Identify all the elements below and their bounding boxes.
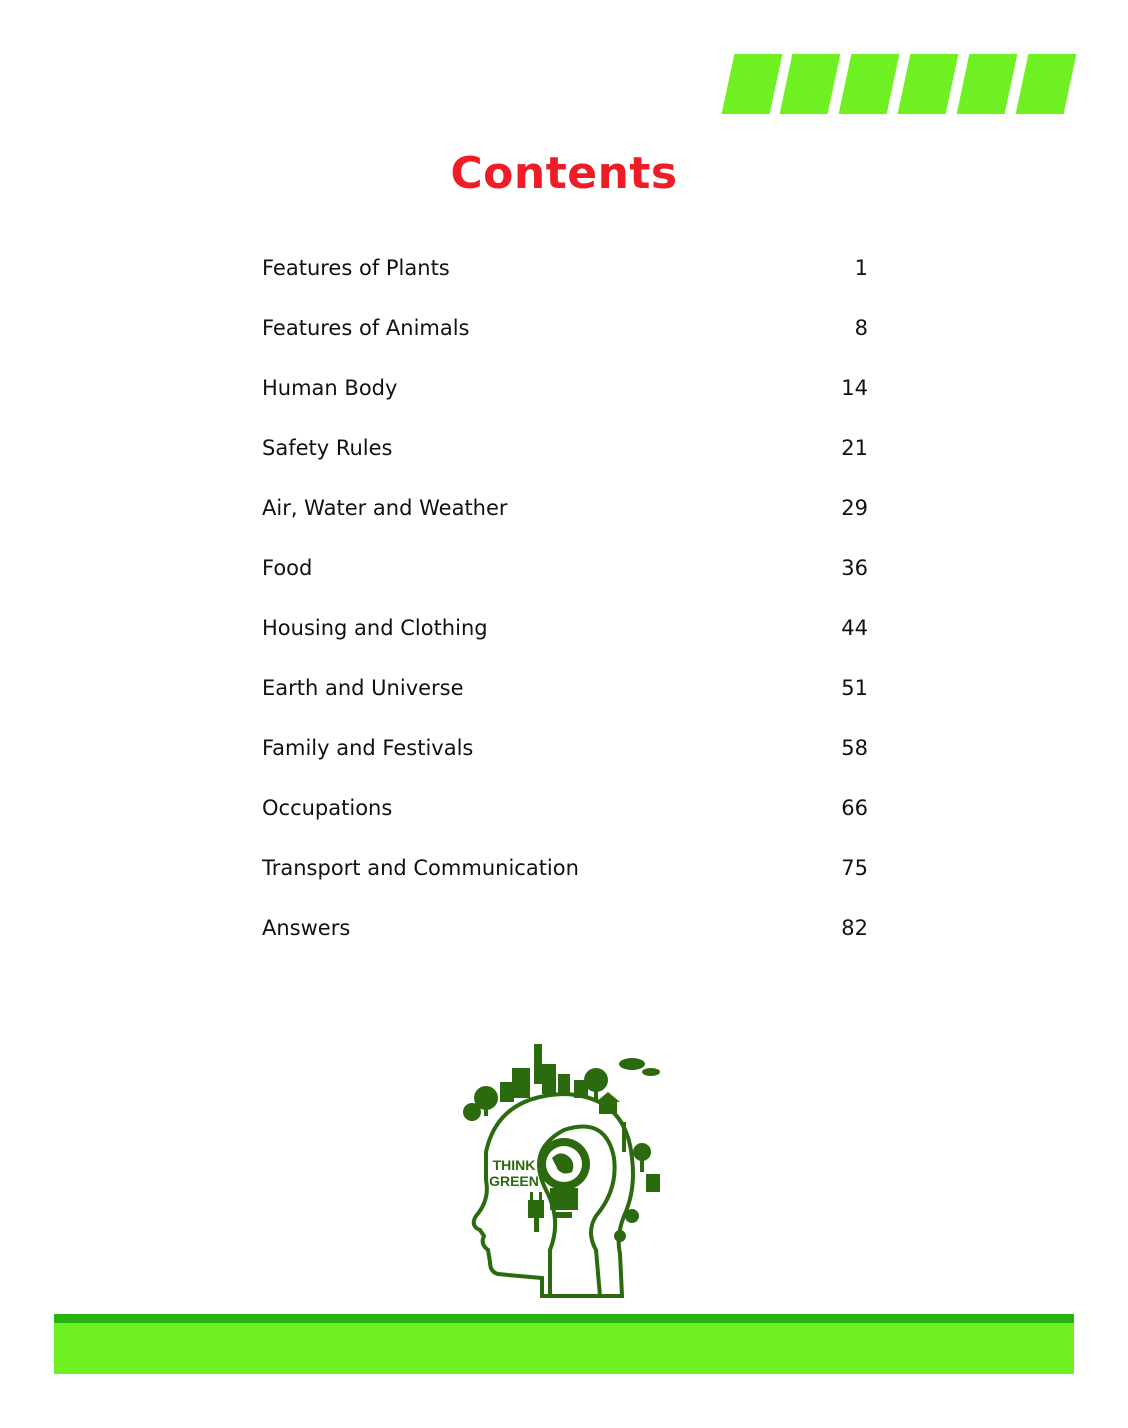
page-title: Contents	[450, 148, 678, 199]
stripe	[898, 54, 959, 114]
footer-bar-light	[54, 1323, 1074, 1374]
footer-bar-dark	[54, 1314, 1074, 1323]
toc-entry-label: Earth and Universe	[262, 676, 464, 700]
toc-entry[interactable]	[262, 718, 868, 778]
toc-entry[interactable]	[262, 478, 868, 538]
stripe	[780, 54, 841, 114]
toc-entry-label: Family and Festivals	[262, 736, 474, 760]
toc-entry-label: Safety Rules	[262, 436, 393, 460]
toc-entry-label: Human Body	[262, 376, 398, 400]
toc-entry[interactable]	[262, 358, 868, 418]
toc-entry-label: Air, Water and Weather	[262, 496, 508, 520]
toc-entry-page: 14	[841, 376, 868, 400]
toc-entry[interactable]	[262, 598, 868, 658]
toc-entry-label: Features of Plants	[262, 256, 450, 280]
header-stripes	[720, 54, 1072, 114]
plug-icon	[528, 1200, 544, 1218]
toc-entry-page: 8	[854, 316, 868, 340]
toc-entry-page: 36	[841, 556, 868, 580]
toc-entry-label: Occupations	[262, 796, 393, 820]
toc-entry-page: 21	[841, 436, 868, 460]
think-green-logo	[446, 1040, 686, 1302]
toc-entry[interactable]	[262, 238, 868, 298]
toc-entry[interactable]	[262, 898, 868, 958]
toc-entry[interactable]	[262, 658, 868, 718]
toc-entry-label: Answers	[262, 916, 351, 940]
stripe	[1016, 54, 1077, 114]
toc-entry-page: 44	[841, 616, 868, 640]
toc-entry-page: 75	[841, 856, 868, 880]
factory-chimney-icon	[534, 1044, 542, 1084]
toc-entry[interactable]	[262, 298, 868, 358]
toc-entry[interactable]	[262, 778, 868, 838]
toc-entry-page: 66	[841, 796, 868, 820]
logo-text-think: THINK	[492, 1157, 536, 1173]
toc-entry-page: 58	[841, 736, 868, 760]
toc-entry-page: 51	[841, 676, 868, 700]
stripe	[839, 54, 900, 114]
logo-text-green: GREEN	[489, 1173, 539, 1189]
toc-entry[interactable]	[262, 418, 868, 478]
toc-entry[interactable]	[262, 838, 868, 898]
cloud-icon	[619, 1058, 645, 1070]
toc-entry-label: Housing and Clothing	[262, 616, 488, 640]
stripe	[957, 54, 1018, 114]
toc-entry-label: Food	[262, 556, 313, 580]
toc-entry[interactable]	[262, 538, 868, 598]
stripe	[722, 54, 783, 114]
toc-entry-page: 82	[841, 916, 868, 940]
toc-entry-page: 29	[841, 496, 868, 520]
table-of-contents	[262, 238, 868, 958]
toc-entry-label: Features of Animals	[262, 316, 470, 340]
toc-entry-page: 1	[854, 256, 868, 280]
toc-entry-label: Transport and Communication	[262, 856, 579, 880]
